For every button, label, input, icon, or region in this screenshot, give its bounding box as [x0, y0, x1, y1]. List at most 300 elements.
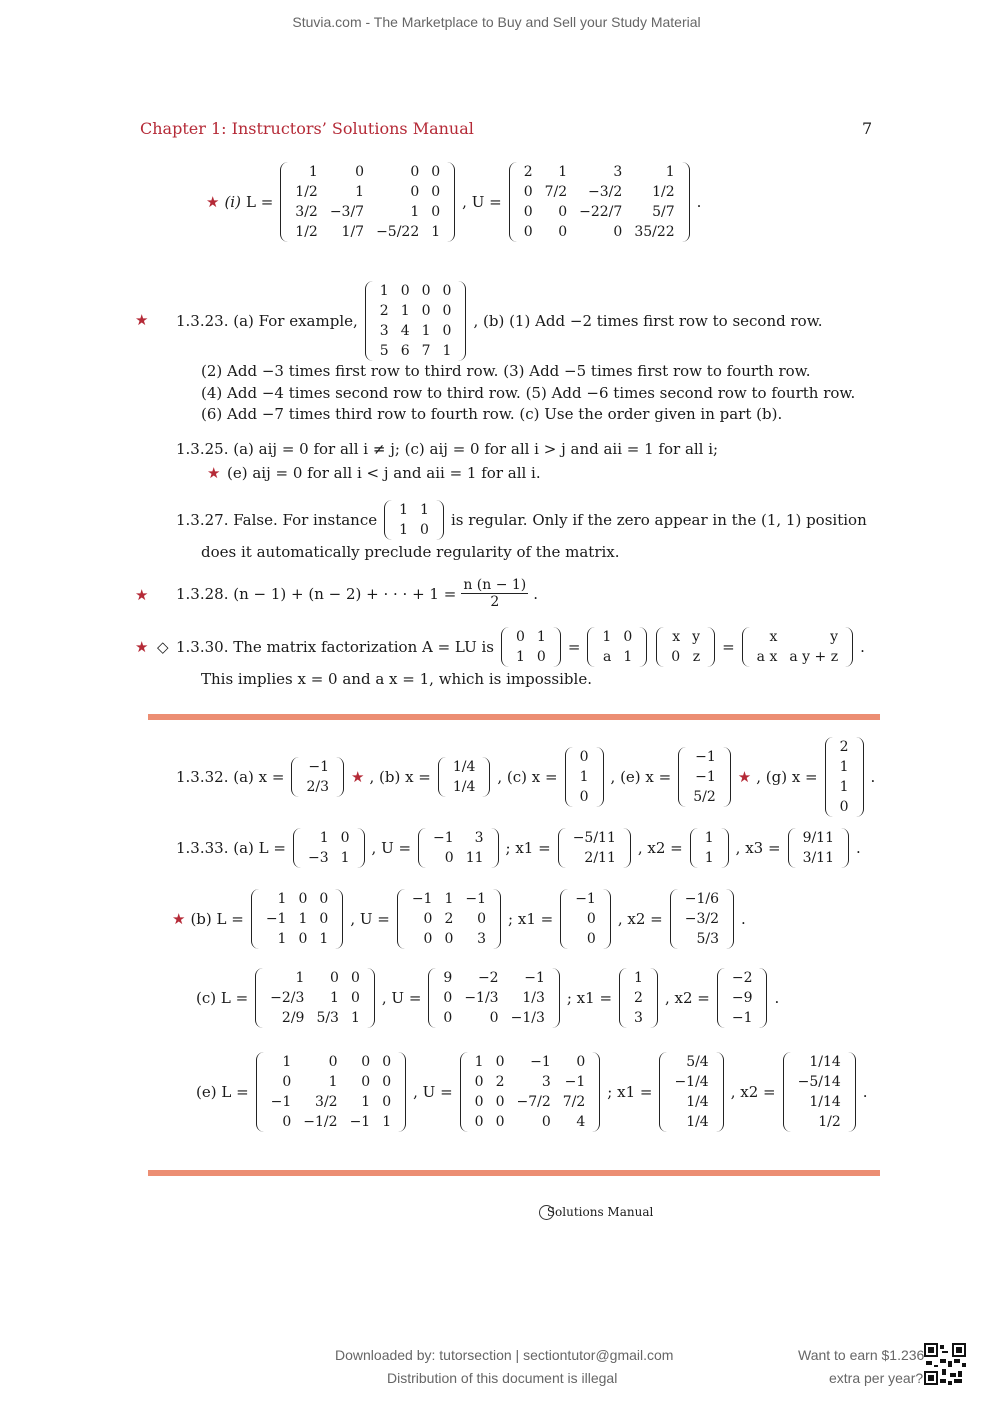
L-matrix [255, 968, 375, 1028]
right-paren [356, 828, 365, 868]
matrix-cell: 1 [298, 911, 308, 927]
divider-bottom [148, 1170, 880, 1176]
matrix-cell: 0 [443, 990, 453, 1006]
matrix-cell: 1 [328, 1074, 338, 1090]
matrix-cell: 1 [277, 891, 287, 907]
right-paren [602, 889, 611, 949]
matrix-entries [447, 757, 482, 797]
x3-label: , x3 = [735, 839, 781, 857]
end-punct: . [856, 839, 861, 857]
U-matrix [656, 627, 715, 667]
matrix-cell: 1/7 [341, 224, 365, 240]
left-paren [717, 968, 726, 1028]
matrix-cell: 0 [443, 1010, 453, 1026]
matrix-cell: 0 [576, 1054, 586, 1070]
matrix-cell: 0 [421, 303, 431, 319]
matrix-entries [726, 968, 759, 1028]
matrix-cell: 0 [613, 224, 623, 240]
end-punct: . [860, 638, 865, 656]
footer-downloaded: Downloaded by: tutorsection | sectiontutor@gmail.com [335, 1347, 674, 1363]
fraction [461, 577, 528, 610]
matrix-cell: −1 [524, 970, 545, 986]
matrix-cell: 9/11 [802, 830, 835, 846]
matrix-cell: 0 [442, 283, 452, 299]
matrix-cell: 0 [282, 1114, 292, 1130]
matrix-cell: 1 [515, 649, 525, 665]
vector-e [678, 747, 731, 807]
left-paren [788, 828, 797, 868]
matrix-cell: 0 [361, 1074, 371, 1090]
matrix-cell: −1 [695, 769, 716, 785]
left-paren [619, 968, 628, 1028]
U-label: , U = [350, 910, 390, 928]
matrix-cell: −22/7 [579, 204, 623, 220]
exercise-lead: 1.3.30. The matrix factorization A = LU is [176, 638, 494, 656]
matrix-cell: 0 [382, 1094, 392, 1110]
matrix-cell: 35/22 [634, 224, 675, 240]
matrix-cell: 1/3 [522, 990, 545, 1006]
exercise-text: , (b) (1) Add −2 times first row to second row. [473, 312, 823, 330]
text-line: (4) Add −4 times second row to third row. (5) Add −6 times second row to fourth row. [201, 384, 856, 402]
right-paren [847, 1052, 856, 1132]
footer-earn-line2[interactable]: extra per year? [829, 1370, 924, 1386]
x2-label: , x2 = [637, 839, 683, 857]
L-matrix [256, 1052, 406, 1132]
matrix-cell: 1 [400, 303, 410, 319]
exercise-1-3-32 [176, 737, 875, 817]
part-label: , (c) x = [497, 768, 558, 786]
left-paren [255, 968, 264, 1028]
matrix-entries [437, 968, 550, 1028]
left-paren [509, 162, 518, 242]
exercise-1-3-33-a [176, 828, 861, 868]
matrix-cell: 0 [579, 749, 589, 765]
matrix-cell: 2 [444, 911, 454, 927]
matrix-cell: 2 [634, 990, 643, 1006]
star-icon: ★ [172, 910, 186, 928]
matrix-cell: 0 [474, 1074, 484, 1090]
matrix-cell: 2/11 [584, 850, 616, 866]
matrix-cell: 0 [350, 970, 360, 986]
right-paren [638, 627, 647, 667]
matrix-cell: 0 [541, 1114, 551, 1130]
diamond-icon: ◇ [157, 638, 169, 656]
matrix-cell: 5/4 [686, 1054, 709, 1070]
right-paren [595, 747, 604, 807]
matrix-cell: 0 [586, 931, 596, 947]
matrix-cell: 0 [330, 970, 339, 986]
x2-label: , x2 = [664, 989, 710, 1007]
star-icon: ★ [135, 638, 149, 656]
matrix-entries [393, 500, 435, 540]
matrix-cell: 0 [431, 204, 441, 220]
x2-vector [783, 1052, 856, 1132]
right-paren [720, 828, 729, 868]
left-paren [291, 757, 300, 797]
matrix-cell: 0 [431, 164, 441, 180]
matrix-cell: 0 [319, 911, 329, 927]
matrix-cell: 1 [420, 502, 429, 518]
qr-code-icon[interactable] [924, 1343, 966, 1385]
right-paren [366, 968, 375, 1028]
matrix-cell: 11 [465, 850, 484, 866]
end-punct: . [533, 584, 539, 603]
exercise-lead: 1.3.23. (a) For example, [176, 312, 358, 330]
left-paren [501, 627, 510, 667]
matrix-cell: 9 [443, 970, 453, 986]
right-paren [844, 627, 853, 667]
matrix-cell: 1 [665, 164, 675, 180]
matrix-cell: a y + z [789, 649, 839, 665]
matrix-entries [699, 828, 720, 868]
right-paren [481, 757, 490, 797]
left-paren [256, 1052, 265, 1132]
left-paren [293, 828, 302, 868]
vector-g [825, 737, 864, 817]
matrix-cell: −3 [307, 850, 329, 866]
matrix-cell: 0 [474, 1094, 484, 1110]
matrix-cell: 7/2 [544, 184, 568, 200]
matrix-cell: 1 [431, 224, 441, 240]
matrix-cell: 1/4 [452, 759, 476, 775]
U-matrix [418, 828, 498, 868]
matrix-cell: 0 [523, 224, 533, 240]
matrix-cell: a x [756, 649, 778, 665]
matrix-cell: 0 [474, 1114, 484, 1130]
x2-vector [670, 889, 734, 949]
matrix-entries [567, 828, 622, 868]
x2-vector [690, 828, 729, 868]
matrix-cell: 1 [361, 1094, 371, 1110]
matrix-entries [628, 968, 649, 1028]
matrix-cell: −9 [731, 990, 753, 1006]
vector-c [565, 747, 604, 807]
matrix-cell: −1 [349, 1114, 371, 1130]
right-paren [551, 968, 560, 1028]
matrix-cell: 1 [350, 1010, 360, 1026]
matrix-cell: 0 [839, 799, 849, 815]
matrix-entries [264, 968, 366, 1028]
matrix-cell: 1/4 [452, 779, 476, 795]
right-paren [446, 162, 455, 242]
text-line: (2) Add −3 times first row to third row. (3) Add −5 times first row to fourth row. [201, 362, 811, 380]
right-paren [457, 281, 466, 361]
left-paren [397, 889, 406, 949]
left-paren [587, 627, 596, 667]
left-paren [418, 828, 427, 868]
right-paren [397, 1052, 406, 1132]
matrix-cell: 0 [340, 830, 350, 846]
matrix-cell: 0 [420, 522, 429, 538]
matrix-entries [569, 889, 602, 949]
U-label: , U = [371, 839, 412, 857]
fraction-numerator: n (n − 1) [463, 577, 527, 593]
matrix-cell: −1 [465, 891, 487, 907]
matrix-entries [510, 627, 552, 667]
matrix-cell: 1/4 [686, 1094, 709, 1110]
matrix-cell: x [672, 629, 681, 645]
example-matrix [384, 500, 444, 540]
matrix-cell: 0 [558, 224, 568, 240]
exercise-lead: 1.3.27. False. For instance [176, 511, 378, 529]
right-paren [435, 500, 444, 540]
matrix-cell: 0 [410, 164, 420, 180]
matrix-cell: 0 [423, 931, 433, 947]
U-matrix [428, 968, 559, 1028]
exercise-1-3-25: 1.3.25. (a) aij = 0 for all i ≠ j; (c) aij = 0 for all i > j and aii = 1 for all i; [176, 440, 719, 458]
exercise-1-3-28 [176, 577, 538, 610]
left-paren [659, 1052, 668, 1132]
matrix-cell: −1 [433, 830, 454, 846]
divider-top [148, 714, 880, 720]
matrix-cell: 1 [474, 1054, 484, 1070]
left-paren [678, 747, 687, 807]
matrix-entries [668, 1052, 714, 1132]
matrix-cell: 0 [586, 911, 596, 927]
matrix-cell: 2/3 [306, 779, 329, 795]
matrix-cell: 1 [282, 1054, 292, 1070]
right-paren [681, 162, 690, 242]
matrix-cell: −1 [270, 1094, 292, 1110]
matrix-cell: −1 [564, 1074, 586, 1090]
matrix-cell: 2 [523, 164, 533, 180]
text-line: (e) aij = 0 for all i < j and aii = 1 for all i. [227, 464, 541, 482]
matrix-cell: −2 [731, 970, 753, 986]
star-icon: ★ [135, 586, 149, 604]
matrix-cell: 0 [523, 184, 533, 200]
matrix-cell: 1 [536, 629, 546, 645]
exercise-text: is regular. Only if the zero appear in the (1, 1) position [450, 511, 867, 529]
matrix-cell: 3 [379, 323, 389, 339]
matrix-cell: 1/14 [809, 1094, 841, 1110]
exercise-lead: (e) L = [196, 1083, 249, 1101]
x2-label: , x2 = [617, 910, 663, 928]
matrix-cell: 1 [319, 931, 329, 947]
matrix-entries [469, 1052, 592, 1132]
matrix-cell: 3 [541, 1074, 551, 1090]
matrix-cell: −1 [575, 891, 596, 907]
star-icon: ★ [135, 311, 149, 329]
matrix-cell: −1/6 [684, 891, 719, 907]
exercise-1-3-33-b [172, 889, 746, 949]
matrix-cell: 1/14 [809, 1054, 841, 1070]
equals: = [722, 638, 735, 656]
exercise-1-3-33-e [196, 1052, 868, 1132]
matrix-cell: 0 [623, 629, 633, 645]
matrix-cell: 1 [704, 830, 714, 846]
watermark-text: Solutions Manual [546, 1205, 654, 1219]
right-paren [492, 889, 501, 949]
right-paren [855, 737, 864, 817]
matrix-cell: 0 [444, 850, 454, 866]
U-label: , U = [462, 193, 502, 211]
matrix-cell: 0 [361, 1054, 371, 1070]
right-paren [840, 828, 849, 868]
matrix-cell: 0 [558, 204, 568, 220]
left-paren [825, 737, 834, 817]
matrix-cell: 4 [400, 323, 410, 339]
matrix-cell: 0 [444, 931, 454, 947]
chapter-header: Chapter 1: Instructors’ Solutions Manual [140, 119, 474, 138]
matrix-entries [300, 757, 335, 797]
footer-earn-line1[interactable]: Want to earn $1.236 [798, 1347, 925, 1363]
end-punct: . [696, 193, 702, 211]
matrix-cell: 0 [423, 911, 433, 927]
matrix-entries [834, 737, 855, 817]
part-label: , (b) x = [369, 768, 431, 786]
x1-vector [558, 828, 631, 868]
x2-label: , x2 = [730, 1083, 776, 1101]
matrix-entries [374, 281, 458, 361]
right-paren [335, 757, 344, 797]
matrix-cell: 1 [634, 970, 643, 986]
matrix-cell: 4 [576, 1114, 586, 1130]
exercise-lead: 1.3.32. (a) x = [176, 768, 285, 786]
left-paren [690, 828, 699, 868]
matrix-cell: 1 [308, 164, 318, 180]
matrix-cell: 3 [474, 830, 484, 846]
matrix-cell: x [769, 629, 778, 645]
left-paren [280, 162, 289, 242]
matrix-cell: 0 [431, 184, 441, 200]
matrix-cell: 1 [839, 759, 849, 775]
end-punct: . [741, 910, 746, 928]
matrix-cell: 2/9 [281, 1010, 305, 1026]
matrix-cell: 1/2 [295, 224, 318, 240]
matrix-cell: a [602, 649, 612, 665]
matrix-cell: 0 [282, 1074, 292, 1090]
matrix-cell: 1 [277, 931, 287, 947]
matrix-cell: −1/3 [464, 990, 499, 1006]
matrix-cell: −7/2 [516, 1094, 551, 1110]
matrix-entries [687, 747, 722, 807]
matrix-entries [574, 747, 595, 807]
right-paren [552, 627, 561, 667]
matrix-cell: 1 [839, 779, 849, 795]
matrix-cell: 1 [442, 343, 452, 359]
L-matrix [251, 889, 343, 949]
exercise-lead: 1.3.33. (a) L = [176, 839, 286, 857]
L-matrix [293, 828, 365, 868]
matrix-cell: 1/4 [686, 1114, 709, 1130]
matrix-cell: 1 [421, 323, 431, 339]
vector-a [291, 757, 344, 797]
matrix-cell: −5/22 [376, 224, 420, 240]
matrix-cell: −1 [695, 749, 716, 765]
x1-label: ; x1 = [607, 1083, 653, 1101]
U-label: , U = [413, 1083, 453, 1101]
matrix-entries [792, 1052, 847, 1132]
left-paren [783, 1052, 792, 1132]
x1-vector [659, 1052, 723, 1132]
matrix-cell: 5/2 [693, 789, 716, 805]
watermark [539, 1205, 653, 1220]
matrix-cell: 5/7 [652, 204, 675, 220]
left-paren [656, 627, 665, 667]
star-icon: ★ [737, 768, 752, 786]
matrix-cell: 2 [495, 1074, 505, 1090]
matrix-cell: 1/2 [818, 1114, 841, 1130]
right-paren [591, 1052, 600, 1132]
right-paren [490, 828, 499, 868]
U-label: , U = [381, 989, 422, 1007]
left-paren [565, 747, 574, 807]
matrix-cell: −3/7 [329, 204, 365, 220]
matrix-cell: 0 [319, 891, 329, 907]
site-banner: Stuvia.com - The Marketplace to Buy and Sell your Study Material [292, 14, 701, 30]
matrix-entries [302, 828, 356, 868]
part-label: (i) [224, 193, 241, 211]
example-matrix [365, 281, 467, 361]
matrix-cell: 1 [444, 891, 454, 907]
matrix-entries [751, 627, 844, 667]
U-matrix [460, 1052, 601, 1132]
matrix-cell: 5 [379, 343, 389, 359]
matrix-cell: 3 [477, 931, 487, 947]
left-paren [251, 889, 260, 949]
matrix-cell: 2 [379, 303, 389, 319]
L-label: L = [245, 193, 274, 211]
left-paren [558, 828, 567, 868]
matrix-entries [289, 162, 446, 242]
matrix-entries [596, 627, 638, 667]
matrix-cell: 1 [295, 970, 305, 986]
matrix-cell: −5/11 [572, 830, 616, 846]
x3-vector [788, 828, 849, 868]
matrix-cell: −1/4 [674, 1074, 709, 1090]
matrix-cell: y [692, 629, 701, 645]
exercise-part-i [206, 162, 701, 242]
matrix-cell: 0 [523, 204, 533, 220]
exercise-1-3-33-c [196, 968, 779, 1028]
exercise-1-3-27 [176, 500, 867, 540]
x1-label: ; x1 = [505, 839, 551, 857]
matrix-cell: −2/3 [270, 990, 305, 1006]
matrix-cell: 0 [421, 283, 431, 299]
right-paren [706, 627, 715, 667]
matrix-cell: 0 [400, 283, 410, 299]
page-number: 7 [862, 119, 873, 138]
exercise-lead: (b) L = [190, 910, 244, 928]
matrix-cell: 0 [350, 990, 360, 1006]
right-paren [715, 1052, 724, 1132]
matrix-cell: −1 [265, 911, 287, 927]
end-punct: . [870, 768, 876, 786]
matrix-cell: 0 [382, 1074, 392, 1090]
matrix-cell: 2 [839, 739, 849, 755]
matrix-cell: 0 [355, 164, 365, 180]
matrix-cell: 1 [355, 184, 365, 200]
matrix-cell: 0 [536, 649, 546, 665]
left-paren [560, 889, 569, 949]
matrix-cell: −1/3 [510, 1010, 545, 1026]
matrix-cell: 0 [328, 1054, 338, 1070]
matrix-cell: −3/2 [684, 911, 719, 927]
text-line: This implies x = 0 and a x = 1, which is impossible. [201, 670, 592, 688]
matrix-cell: 0 [382, 1054, 392, 1070]
matrix-cell: 0 [515, 629, 525, 645]
right-paren [725, 889, 734, 949]
matrix-entries [518, 162, 681, 242]
left-paren [438, 757, 447, 797]
A-matrix [501, 627, 561, 667]
matrix-entries [665, 627, 706, 667]
left-paren [670, 889, 679, 949]
matrix-cell: 7 [421, 343, 431, 359]
right-paren [334, 889, 343, 949]
equals: = [567, 638, 581, 656]
vector-b [438, 757, 491, 797]
